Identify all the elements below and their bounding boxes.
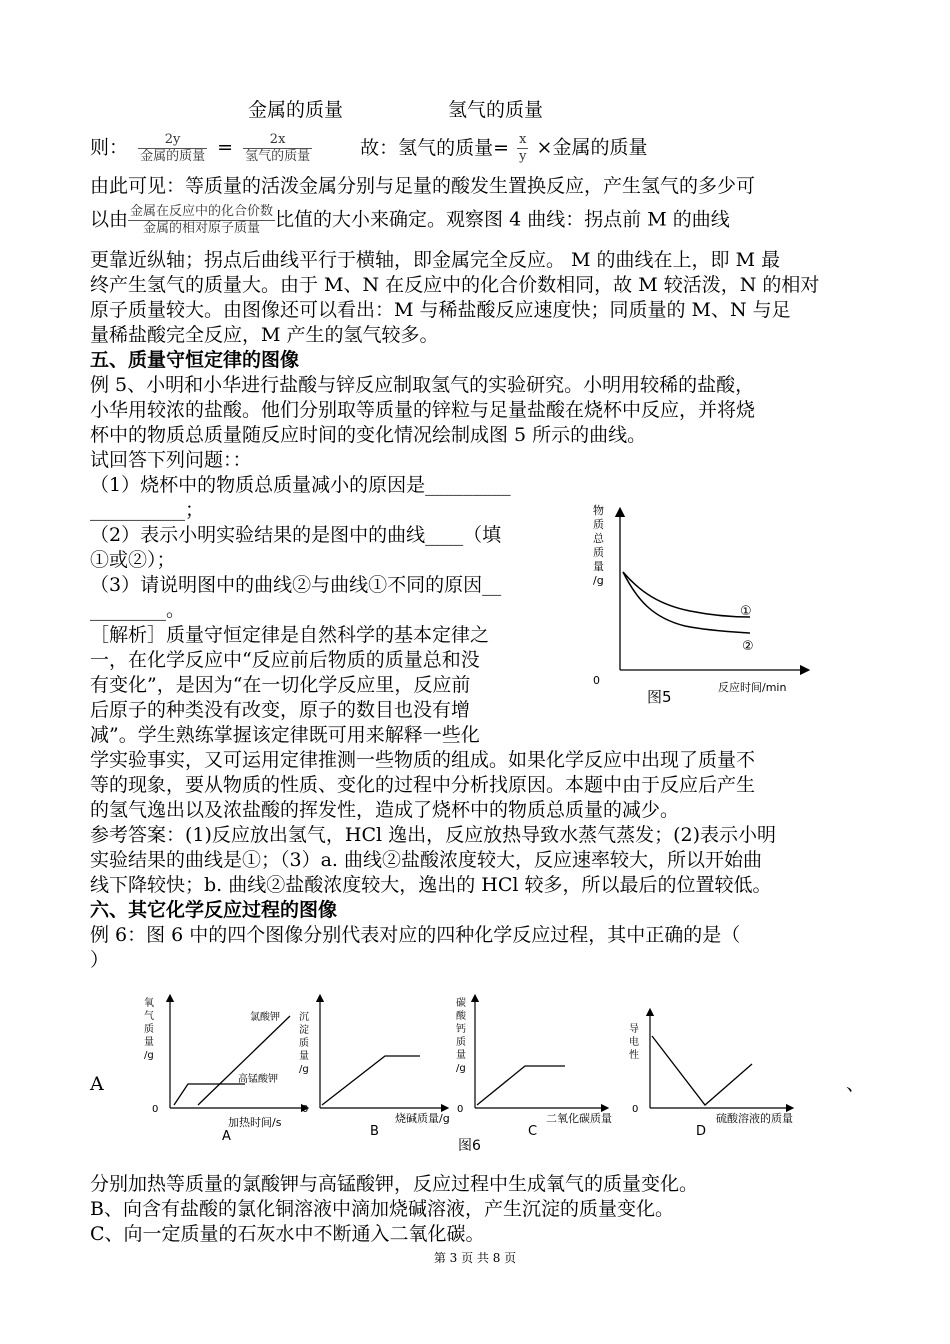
fig5-ylabel-c1: 物 [593, 504, 604, 517]
fig5-label-2: ② [742, 639, 754, 654]
fig5-ylabel-c3: 总 [593, 532, 604, 545]
chart-a-kmno4-label: 高锰酸钾 [238, 1074, 278, 1085]
s5-q2b: ①或②）； [90, 549, 176, 571]
para1-line2 [90, 204, 730, 237]
chart-b-line [322, 1056, 420, 1105]
s6-comma: 、 [846, 1073, 866, 1095]
chart-b-letter: B [370, 1124, 379, 1139]
fig5-ylabel-c2: 质 [593, 518, 604, 531]
para1-line4: 终产生氢气的质量大。由于 M、N 在反应中的化合价数相同，故 M 较活泼，N 的相对 [90, 274, 820, 296]
label-h2-mass: 氢气的质量 [448, 99, 544, 121]
s6-text3: C、向一定质量的石灰水中不断通入二氧化碳。 [90, 1223, 485, 1245]
valence-den: 金属的相对原子质量 [143, 221, 261, 236]
valence-fraction [128, 204, 275, 237]
chart-c-xlabel: 二氧化碳质量 [546, 1112, 612, 1125]
fig6-caption: 图6 [458, 1138, 481, 1154]
fraction-1 [138, 132, 207, 165]
fig5-label-1: ① [740, 604, 752, 619]
chart-b-origin: 0 [302, 1104, 309, 1115]
section5-heading: 五、质量守恒定律的图像 [90, 349, 300, 371]
figure-5 [585, 500, 825, 710]
s6-line2: ） [90, 949, 110, 971]
chart-d-ylabel: 导电性 [629, 1024, 639, 1061]
fig5-curve-1 [623, 572, 750, 617]
s5-line3: 杯中的物质总质量随反应时间的变化情况绘制成图 5 所示的曲线。 [90, 424, 647, 446]
chart-a-origin: 0 [152, 1104, 159, 1115]
s5-r2: 实验结果的曲线是①；（3）a. 曲线②盐酸浓度较大，反应速率较大，所以开始曲 [90, 849, 762, 871]
chart-a-kclo3-line [198, 1016, 290, 1105]
chart-a-ylabel: 氧气质量/g [144, 998, 154, 1061]
fig5-ylabel-c6: /g [593, 574, 604, 587]
figure-6 [130, 990, 830, 1160]
chart-d [629, 1012, 793, 1139]
s5-a7: 等的现象，要从物质的性质、变化的过程中分析找原因。本题中由于反应后产生 [90, 774, 756, 796]
times-metal-text: ×金属的质量 [536, 136, 648, 159]
s5-a4: 后原子的种类没有改变，原子的数目也没有增 [90, 699, 471, 721]
para1-line1: 由此可见：等质量的活泼金属分别与足量的酸发生置换反应，产生氢气的多少可 [90, 175, 756, 197]
chart-a-xlabel: 加热时间/s [228, 1116, 282, 1129]
s6-text2: B、向含有盐酸的氯化铜溶液中滴加烧碱溶液，产生沉淀的质量变化。 [90, 1198, 674, 1220]
chart-a-letter: A [222, 1129, 231, 1144]
equals-sign: = [217, 136, 234, 159]
fig5-ylabel [593, 503, 608, 587]
frac1-den: 金属的质量 [140, 149, 206, 164]
frac2-den: 氢气的质量 [245, 149, 311, 164]
chart-b-xlabel: 烧碱质量/g [395, 1112, 450, 1125]
section6-heading: 六、其它化学反应过程的图像 [90, 899, 338, 921]
s5-q2a: （2）表示小明实验结果的是图中的曲线____（填 [90, 524, 502, 546]
s5-a3: 有变化”，是因为“在一切化学反应里，反应前 [90, 674, 471, 696]
chart-a-kclo3-label: 氯酸钾 [250, 1012, 280, 1023]
label-metal-mass: 金属的质量 [248, 99, 344, 121]
formula-row [90, 132, 647, 165]
s5-q3a: （3）请说明图中的曲线②与曲线①不同的原因__ [90, 574, 502, 596]
s5-r1: 参考答案：(1)反应放出氢气，HCl 逸出，反应放热导致水蒸气蒸发；(2)表示小明 [90, 824, 777, 846]
chart-c-letter: C [528, 1124, 538, 1139]
frac2-num: 2x [243, 132, 312, 149]
gu-text: 故：氢气的质量= [360, 136, 510, 159]
frac1-num: 2y [138, 132, 207, 149]
s6-option-a-letter: A [90, 1073, 104, 1095]
s6-line1: 例 6：图 6 中的四个图像分别代表对应的四种化学反应过程，其中正确的是（ [90, 924, 741, 946]
chart-c-origin: 0 [457, 1104, 464, 1115]
para1-line5: 原子质量较大。由图像还可以看出：M 与稀盐酸反应速度快；同质量的 M、N 与足 [90, 299, 791, 321]
chart-d-xlabel: 硫酸溶液的质量 [716, 1112, 793, 1125]
chart-c [456, 996, 612, 1139]
frac3-den: y [519, 149, 527, 164]
frac3-num: x [517, 132, 528, 149]
s5-q3b: ________。 [90, 599, 186, 621]
fig5-ylabel-c4: 质 [593, 546, 604, 559]
para1-l2-post: 比值的大小来确定。观察图 4 曲线：拐点前 M 的曲线 [275, 208, 730, 231]
s5-line2: 小华用较浓的盐酸。他们分别取等质量的锌粒与足量盐酸在烧杯中反应，并将烧 [90, 399, 756, 421]
chart-d-origin: 0 [632, 1104, 639, 1115]
fig5-xlabel: 反应时间/min [718, 681, 787, 694]
s5-a2: 一，在化学反应中“反应前后物质的质量总和没 [90, 649, 480, 671]
para1-line3: 更靠近纵轴；拐点后曲线平行于横轴，即金属完全反应。 M 的曲线在上，即 M 最 [90, 249, 781, 271]
fig5-caption: 图5 [647, 688, 672, 706]
s5-q1b: __________； [90, 499, 205, 521]
chart-b [299, 998, 450, 1139]
s5-a1: ［解析］质量守恒定律是自然科学的基本定律之 [90, 624, 490, 646]
chart-c-line [477, 1066, 565, 1105]
chart-b-ylabel: 沉淀质量/g [299, 1012, 309, 1075]
fig5-curve-2 [623, 572, 750, 633]
ze-text: 则： [90, 136, 129, 159]
page-footer: 第 3 页 共 8 页 [433, 1251, 517, 1265]
s5-line1: 例 5、小明和小华进行盐酸与锌反应制取氢气的实验研究。小明用较稀的盐酸， [90, 374, 755, 396]
chart-d-letter: D [696, 1124, 707, 1139]
s5-line4: 试回答下列问题：： [90, 449, 252, 471]
para1-line6: 量稀盐酸完全反应，M 产生的氢气较多。 [90, 324, 439, 346]
chart-d-line [652, 1036, 752, 1105]
chart-a [144, 996, 305, 1144]
s5-q1a: （1）烧杯中的物质总质量减小的原因是_________ [90, 474, 511, 496]
fraction-3 [517, 132, 528, 165]
s5-a6: 学实验事实，又可运用定律推测一些物质的组成。如果化学反应中出现了质量不 [90, 749, 756, 771]
fraction-2 [243, 132, 312, 165]
fig5-ylabel-c5: 量 [593, 560, 604, 573]
para1-l2-pre: 以由 [90, 208, 129, 231]
s5-a5: 减”。学生熟练掌握该定律既可用来解释一些化 [90, 724, 480, 746]
s6-text1: 分别加热等质量的氯酸钾与高锰酸钾，反应过程中生成氧气的质量变化。 [90, 1173, 699, 1195]
valence-num: 金属在反应中的化合价数 [130, 204, 274, 219]
fig5-origin: 0 [593, 674, 600, 687]
chart-c-ylabel: 碳酸钙质量/g [456, 998, 466, 1074]
s5-a8: 的氢气逸出以及浓盐酸的挥发性，造成了烧杯中的物质总质量的减少。 [90, 799, 680, 821]
s5-r3: 线下降较快；b. 曲线②盐酸浓度较大，逸出的 HCl 较多，所以最后的位置较低。 [90, 874, 772, 896]
